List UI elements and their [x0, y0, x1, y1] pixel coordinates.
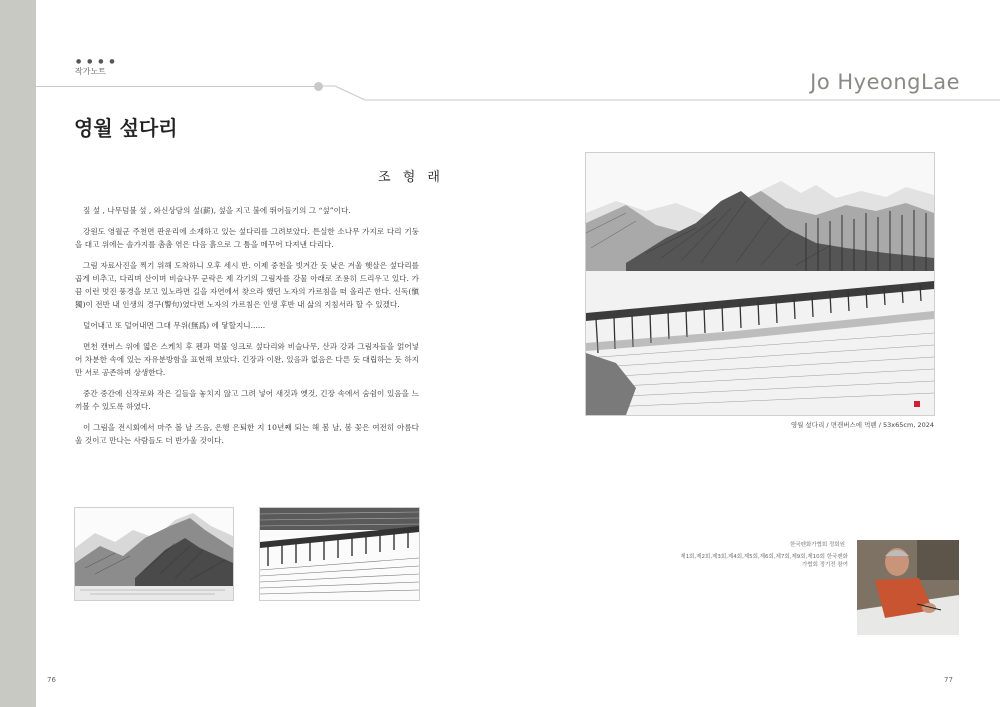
page-number-left: 76	[47, 676, 56, 684]
paragraph: 강원도 영월군 주천면 판운리에 소재하고 있는 섶다리를 그려보았다. 튼실한 소나무 가지로 다리 기둥을 대고 위에는 솔가지를 촘촘 엮은 다음 흙으로 그 틈을 메꾸어 다져낸 다리다.	[75, 227, 419, 249]
header-rule-right	[0, 0, 1000, 120]
paragraph: 그림 자료사진을 찍기 위해 도착하니 오후 세시 반. 이제 중천을 빗겨간 듯 낮은 겨울 햇살은 섶다리를 곱게 비추고, 다리며 산이며 비슬나무 군락은 제 각기의 그림자를 강물 아래로 조용히 드리우고 있다. 가끔 이런 멋진 풍경을 보고 있노라면 길을 자연에서 찾으라 했던 노자의 가르침을 떠 올리곤 한다. 신독(愼獨)이 전반 내 인생의 경구(警句)였다면 노자의 가르침은 인생 후반 내 삶의 지침서라 할 수 있겠다.	[75, 261, 419, 309]
article-author: 조 형 래	[378, 170, 444, 185]
article-body	[75, 204, 419, 455]
artwork-caption: 영월 섶다리 / 면캔버스에 먹펜 / 53x65cm, 2024	[790, 421, 934, 429]
section-label: 작가노트	[75, 67, 106, 76]
paragraph: 중간 중간에 신작로와 작은 길들을 놓치지 않고 그려 넣어 새것과 옛것, 긴장 속에서 숨쉼이 있음을 느끼볼 수 있도록 하였다.	[75, 389, 419, 411]
paragraph: 덜어내고 또 덜어내면 그대 무위(無爲) 에 닿할지니......	[83, 321, 266, 330]
artist-name-heading: Jo HyeongLae	[810, 70, 960, 94]
paragraph: 면천 캔버스 위에 엷은 스케치 후 펜과 먹물 잉크로 섶다리와 비슬나무, 산과 강과 그림자들을 얽어넣어 차분한 속에 있는 자유분방함을 표현해 보았다. 긴장과 이완, 있음과 없음은 다른 듯 대립하는 듯 하지만 서로 공존하며 상생한다.	[75, 342, 419, 377]
paragraph: 짚 섶 , 나무덤불 섶 , 와신상담의 섶(薪), 섶을 지고 불에 뛰어들기의 그 “섶”이다.	[83, 206, 351, 215]
paragraph: 이 그림을 전시회에서 마주 볼 날 즈음, 은행 은퇴한 지 10년째 되는 해 봄 날, 봄 꽃은 여전히 아름다울 것이고 만나는 사람들도 더 반가울 것이다.	[75, 423, 419, 445]
artwork-image	[585, 152, 935, 416]
artist-association: 한국펜화가협회 정회원	[790, 542, 845, 548]
detail-image-bridge	[259, 507, 420, 601]
detail-image-mountain	[74, 507, 234, 601]
page-number-right: 77	[944, 676, 953, 684]
artist-exhibitions: 제1회,제2회,제3회,제4회,제5회,제6회,제7회,제9회,제10회 한국펜화가협회 정기전 참여	[680, 554, 848, 568]
artist-photo	[857, 540, 959, 635]
section-dots: ● ● ● ●	[76, 58, 117, 65]
article-title: 영월 섶다리	[74, 116, 178, 140]
